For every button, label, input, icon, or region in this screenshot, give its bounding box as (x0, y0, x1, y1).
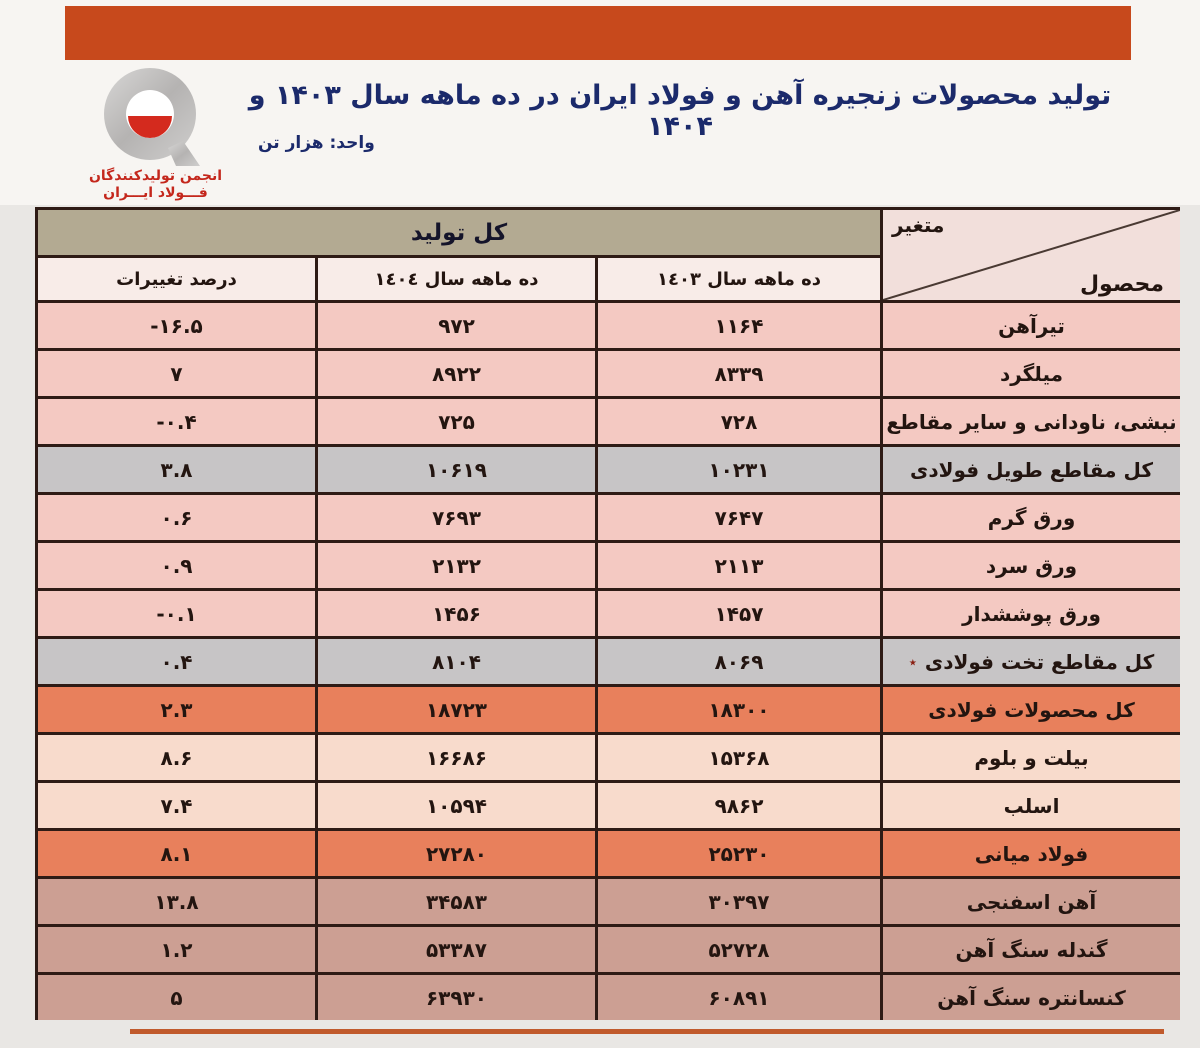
row-label: ورق پوششدار (962, 601, 1101, 626)
row-label: کل مقاطع تخت فولادی (924, 649, 1155, 674)
cell-y1404: ۸۱۰۴ (318, 639, 595, 684)
page-title: تولید محصولات زنجیره آهن و فولاد ایران در ده ماهه سال ۱۴۰۳ و ۱۴۰۴ (248, 80, 1112, 142)
row-label-cell (883, 687, 1180, 732)
cell-pct: -۰.۱ (38, 591, 315, 636)
cell-y1403: ۷۲۸ (598, 399, 880, 444)
cell-y1403: ۷۶۴۷ (598, 495, 880, 540)
column-header-1403: ده ماهه سال ١٤٠٣ (598, 258, 880, 300)
logo-caption (58, 168, 253, 202)
cell-pct: ۰.۶ (38, 495, 315, 540)
cell-pct: -۱۶.۵ (38, 303, 315, 348)
row-label: میلگرد (999, 361, 1064, 386)
corner-label-variable: متغیر (892, 213, 945, 237)
cell-y1404: ۱۰۵۹۴ (318, 783, 595, 828)
row-label: فولاد میانی (974, 841, 1089, 866)
cell-y1404: ۳۴۵۸۳ (318, 879, 595, 924)
cell-pct: ۰.۴ (38, 639, 315, 684)
row-label: ورق گرم (987, 505, 1076, 530)
corner-label-product: محصول (1079, 272, 1164, 297)
cell-pct: ۷.۴ (38, 783, 315, 828)
row-label: کنسانتره سنگ آهن (937, 985, 1126, 1010)
row-label: بیلت و بلوم (974, 745, 1089, 770)
cell-pct: ۱.۲ (38, 927, 315, 972)
bottom-accent-line (130, 1029, 1164, 1034)
row-label-cell (883, 591, 1180, 636)
cell-y1404: ۱۶۶۸۶ (318, 735, 595, 780)
row-label: آهن اسفنجی (966, 889, 1097, 914)
cell-y1404: ۱۰۶۱۹ (318, 447, 595, 492)
row-label-cell (883, 783, 1180, 828)
cell-y1403: ۸۰۶۹ (598, 639, 880, 684)
cell-y1404: ۵۳۳۸۷ (318, 927, 595, 972)
row-label: ورق سرد (985, 553, 1078, 578)
logo-swirl-icon (88, 66, 218, 166)
cell-y1403: ۱۰۲۳۱ (598, 447, 880, 492)
row-label-cell (883, 639, 1180, 684)
cell-y1403: ۲۵۲۳۰ (598, 831, 880, 876)
cell-pct: ۱۳.۸ (38, 879, 315, 924)
row-label: گندله سنگ آهن (955, 937, 1108, 962)
cell-y1404: ۱۴۵۶ (318, 591, 595, 636)
cell-y1403: ۱۵۳۶۸ (598, 735, 880, 780)
row-label-cell (883, 543, 1180, 588)
row-label-cell (883, 735, 1180, 780)
row-label-cell (883, 975, 1180, 1020)
cell-y1403: ۵۲۷۲۸ (598, 927, 880, 972)
cell-y1403: ۱۴۵۷ (598, 591, 880, 636)
cell-pct: ۲.۳ (38, 687, 315, 732)
row-label-cell (883, 879, 1180, 924)
logo-caption-line2: فـــولاد ایـــران (103, 185, 208, 201)
row-label: نبشی، ناودانی و سایر مقاطع (886, 409, 1177, 434)
corner-header-cell (883, 210, 1180, 300)
footnote-star: ٭ (908, 652, 917, 671)
cell-y1403: ۳۰۳۹۷ (598, 879, 880, 924)
cell-y1403: ۱۱۶۴ (598, 303, 880, 348)
cell-y1403: ۸۳۳۹ (598, 351, 880, 396)
cell-y1404: ۹۷۲ (318, 303, 595, 348)
row-label-cell (883, 399, 1180, 444)
cell-y1404: ۶۳۹۳۰ (318, 975, 595, 1020)
column-header-1404: ده ماهه سال ١٤٠٤ (318, 258, 595, 300)
row-label-cell (883, 447, 1180, 492)
row-label-cell (883, 831, 1180, 876)
cell-pct: ۵ (38, 975, 315, 1020)
row-label: تیرآهن (998, 313, 1065, 338)
logo-caption-line1: انجمن تولیدکنندگان (88, 168, 223, 184)
row-label-cell (883, 495, 1180, 540)
cell-pct: ۸.۶ (38, 735, 315, 780)
group-header-total-production: کل تولید (38, 210, 880, 255)
cell-pct: ۰.۹ (38, 543, 315, 588)
row-label: کل محصولات فولادی (928, 697, 1135, 722)
column-header-percent-change: درصد تغییرات (38, 258, 315, 300)
cell-y1404: ۸۹۲۲ (318, 351, 595, 396)
top-orange-bar (65, 6, 1131, 60)
cell-pct: ۸.۱ (38, 831, 315, 876)
cell-pct: ۳.۸ (38, 447, 315, 492)
cell-pct: ۷ (38, 351, 315, 396)
production-table (35, 207, 1180, 1020)
cell-y1404: ۲۱۳۲ (318, 543, 595, 588)
cell-pct: -۰.۴ (38, 399, 315, 444)
row-label-cell (883, 927, 1180, 972)
row-label: کل مقاطع طویل فولادی (909, 457, 1154, 482)
unit-label: واحد: هزار تن (258, 133, 375, 153)
cell-y1403: ۲۱۱۳ (598, 543, 880, 588)
cell-y1404: ۷۲۵ (318, 399, 595, 444)
cell-y1403: ۶۰۸۹۱ (598, 975, 880, 1020)
row-label: اسلب (1003, 793, 1060, 818)
cell-y1403: ۱۸۳۰۰ (598, 687, 880, 732)
row-label-cell (883, 303, 1180, 348)
cell-y1404: ۱۸۷۲۳ (318, 687, 595, 732)
row-label-cell (883, 351, 1180, 396)
steel-association-logo (88, 66, 218, 166)
cell-y1404: ۷۶۹۳ (318, 495, 595, 540)
cell-y1404: ۲۷۲۸۰ (318, 831, 595, 876)
cell-y1403: ۹۸۶۲ (598, 783, 880, 828)
